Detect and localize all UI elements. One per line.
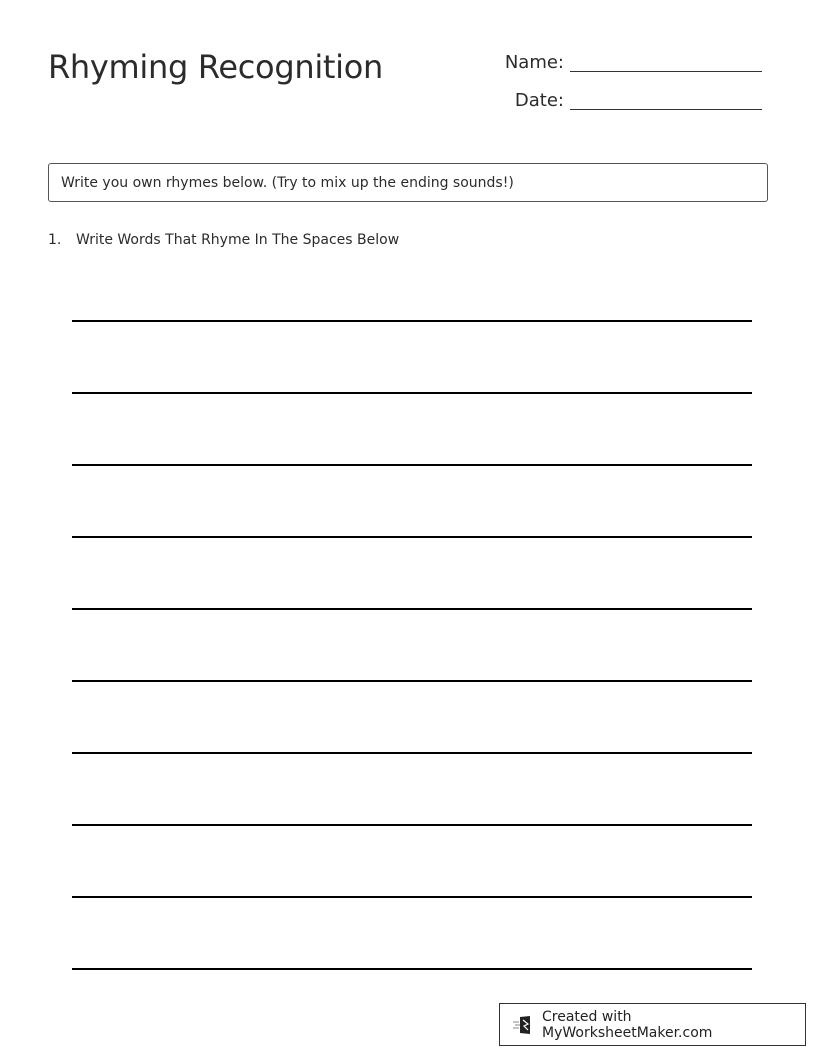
answer-line-9[interactable] — [72, 896, 752, 898]
name-label: Name: — [504, 52, 564, 73]
worksheet-logo-icon — [512, 1015, 534, 1035]
page-title: Rhyming Recognition — [48, 48, 384, 86]
answer-line-4[interactable] — [72, 536, 752, 538]
answer-line-5[interactable] — [72, 608, 752, 610]
name-input-line[interactable] — [570, 71, 762, 72]
question-1 — [48, 232, 399, 248]
date-field-row — [500, 90, 762, 111]
answer-line-3[interactable] — [72, 464, 752, 466]
question-number: 1. — [48, 232, 62, 248]
date-input-line[interactable] — [570, 109, 762, 110]
question-prompt: Write Words That Rhyme In The Spaces Below — [76, 232, 400, 248]
date-label: Date: — [514, 90, 564, 111]
name-field-row — [500, 52, 762, 73]
instructions-text: Write you own rhymes below. (Try to mix up the ending sounds!) — [61, 174, 514, 191]
answer-line-10[interactable] — [72, 968, 752, 970]
answer-line-8[interactable] — [72, 824, 752, 826]
badge-text: Created with MyWorksheetMaker.com — [542, 1008, 713, 1041]
answer-line-6[interactable] — [72, 680, 752, 682]
answer-line-7[interactable] — [72, 752, 752, 754]
instructions-box — [48, 163, 768, 202]
answer-line-1[interactable] — [72, 320, 752, 322]
answer-line-2[interactable] — [72, 392, 752, 394]
created-with-badge[interactable] — [499, 1003, 806, 1046]
